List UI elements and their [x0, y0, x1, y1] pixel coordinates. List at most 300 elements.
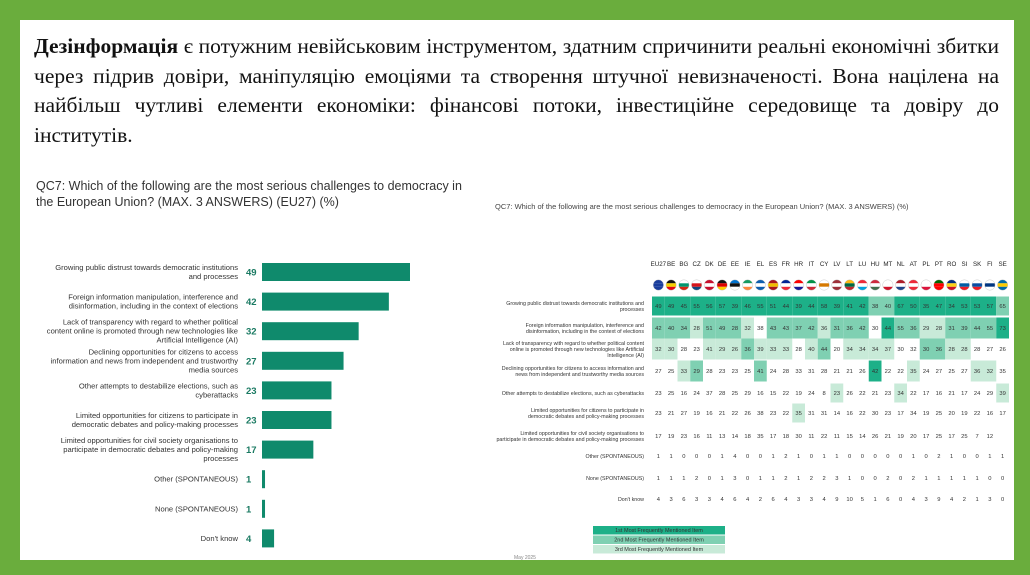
heatmap-cell-value: 11 [706, 434, 713, 440]
column-header: PT [934, 261, 943, 268]
heatmap-cell-value: 2 [695, 476, 699, 482]
heatmap-cell-value: 23 [718, 369, 726, 375]
heatmap-cell-value: 4 [822, 497, 826, 503]
column-header: HU [870, 261, 880, 268]
column-header: CY [819, 261, 829, 268]
legend-label: 3rd Most Frequently Mentioned Item [614, 547, 704, 554]
heatmap-cell-value: 22 [731, 411, 739, 417]
heatmap-cell-value: 34 [910, 411, 917, 417]
bar [262, 263, 410, 281]
heatmap-cell-value: 38 [757, 411, 764, 417]
heatmap-cell-value: 30 [795, 434, 802, 440]
heatmap-cell-value: 29 [744, 391, 751, 397]
heatmap-cell-value: 3 [669, 497, 673, 503]
heatmap-cell-value: 25 [948, 369, 955, 375]
heatmap-cell-value: 49 [655, 304, 662, 310]
heatmap-cell-value: 16 [680, 391, 688, 397]
heatmap-cell-value: 2 [809, 476, 813, 482]
heatmap-cell-value: 6 [682, 497, 686, 503]
heatmap-row-label: Declining opportunities for citizens to access information and news from independent and trustworthy media sources [501, 365, 644, 379]
heatmap-cell-value: 28 [948, 347, 955, 353]
column-header: PL [922, 261, 930, 268]
heatmap-cell-value: 32 [986, 369, 994, 375]
heatmap-cell-value: 40 [667, 326, 675, 332]
heatmap-cell-value: 49 [667, 304, 675, 310]
bar [262, 381, 331, 399]
heatmap-cell-value: 58 [820, 304, 828, 310]
heatmap-cell-value: 34 [871, 347, 879, 353]
heatmap-cell-value: 36 [973, 369, 981, 375]
heatmap-cell-value: 17 [769, 434, 777, 440]
heatmap-cell-value: 65 [999, 304, 1006, 310]
heatmap-cell-value: 26 [999, 347, 1006, 353]
heatmap-row-label: Other attempts to destabilize elections, such as cyberattacks [501, 391, 644, 397]
column-header: LU [858, 261, 867, 268]
heatmap-cell-value: 55 [897, 326, 904, 332]
heatmap-cell-value: 43 [782, 326, 790, 332]
bar-label: Don't know [200, 533, 238, 543]
heatmap-row-label: Other (SPONTANEOUS) [585, 454, 644, 460]
heatmap-cell-value: 6 [886, 497, 890, 503]
heatmap-cell-value: 44 [973, 326, 981, 332]
heatmap-cell-value: 6 [733, 497, 737, 503]
column-header: RO [946, 261, 957, 268]
heatmap-cell-value: 28 [680, 347, 688, 353]
heatmap-cell-value: 30 [897, 347, 904, 353]
heatmap-cell-value: 16 [935, 391, 943, 397]
heatmap-cell-value: 31 [808, 411, 815, 417]
heatmap-cell-value: 53 [961, 304, 968, 310]
heatmap-cell-value: 30 [667, 347, 675, 353]
heatmap-cell-value: 2 [758, 497, 762, 503]
flag-icon [819, 280, 829, 291]
heatmap-cell-value: 0 [746, 476, 750, 482]
heatmap-cell-value: 42 [871, 369, 879, 375]
bar-value-label: 27 [246, 356, 257, 368]
heatmap-cell-value: 0 [860, 454, 864, 460]
heatmap-cell-value: 22 [910, 391, 917, 397]
heatmap-cell-value: 28 [782, 369, 790, 375]
flag-icon [704, 280, 714, 291]
heatmap-cell-value: 55 [986, 326, 994, 332]
heatmap-cell-value: 22 [859, 411, 866, 417]
heatmap-cell-value: 3 [695, 497, 699, 503]
heatmap-cell-value: 0 [988, 476, 992, 482]
heatmap-cell-value: 34 [897, 391, 904, 397]
heatmap-cell-value: 49 [718, 326, 726, 332]
heatmap-cell-value: 0 [899, 454, 903, 460]
heatmap-cell-value: 21 [846, 369, 853, 375]
column-header: EE [730, 261, 740, 268]
slide [20, 20, 1014, 560]
heatmap-cell-value: 25 [667, 391, 675, 397]
heatmap-cell-value: 21 [667, 411, 675, 417]
heatmap-cell-value: 4 [656, 497, 660, 503]
heatmap-cell-value: 55 [757, 304, 764, 310]
heatmap-cell-value: 28 [706, 369, 713, 375]
heatmap-chart [494, 220, 1014, 560]
heatmap-cell-value: 40 [884, 304, 892, 310]
heatmap-cell-value: 28 [731, 326, 739, 332]
bar-value-label: 23 [246, 415, 257, 427]
heatmap-cell-value: 23 [655, 411, 662, 417]
heatmap-cell-value: 44 [808, 304, 815, 310]
flag-icon [832, 280, 842, 291]
heatmap-cell-value: 1 [937, 476, 941, 482]
heatmap-cell-value: 22 [897, 369, 904, 375]
heatmap-cell-value: 29 [693, 369, 700, 375]
heatmap-cell-value: 26 [744, 411, 751, 417]
heatmap-cell-value: 3 [988, 497, 992, 503]
column-header: AT [909, 261, 918, 268]
bar-chart [20, 220, 490, 560]
heatmap-cell-value: 0 [746, 454, 750, 460]
flag-icon [781, 280, 791, 291]
heatmap-cell-value: 23 [680, 434, 688, 440]
heatmap-cell-value: 39 [731, 304, 739, 310]
flag-icon [679, 280, 689, 291]
heatmap-cell-value: 14 [731, 434, 739, 440]
bar-label: Growing public distrust towards democratic institutions and processes [55, 263, 238, 281]
heatmap-cell-value: 2 [937, 454, 941, 460]
heatmap-cell-value: 3 [835, 476, 839, 482]
heatmap-cell-value: 40 [808, 347, 815, 353]
heatmap-cell-value: 1 [656, 476, 660, 482]
flag-icon [883, 280, 893, 291]
heatmap-cell-value: 1 [950, 476, 954, 482]
heatmap-cell-value: 53 [973, 304, 981, 310]
flag-icon [985, 280, 995, 291]
heatmap-cell-value: 0 [924, 454, 928, 460]
heatmap-cell-value: 39 [795, 304, 802, 310]
heatmap-cell-value: 14 [833, 411, 841, 417]
heatmap-cell-value: 1 [758, 476, 762, 482]
bar-value-label: 49 [246, 267, 257, 279]
heatmap-cell-value: 47 [935, 304, 943, 310]
heatmap-cell-value: 2 [784, 476, 788, 482]
heatmap-cell-value: 17 [655, 434, 662, 440]
heatmap-cell-value: 28 [718, 391, 726, 397]
heatmap-cell-value: 22 [820, 434, 828, 440]
heatmap-cell-value: 39 [961, 326, 968, 332]
bar [262, 441, 313, 459]
bar [262, 500, 265, 518]
column-header: EL [756, 261, 765, 268]
flag-icon [857, 280, 867, 291]
heatmap-cell-value: 25 [744, 369, 751, 375]
column-header: IT [808, 261, 815, 268]
heatmap-cell-value: 7 [975, 434, 979, 440]
column-header: SK [972, 261, 982, 268]
heatmap-cell-value: 35 [757, 434, 764, 440]
heatmap-cell-value: 36 [744, 347, 751, 353]
bar-label: Declining opportunities for citizens to access information and news from independent and trustworthy media sources [50, 347, 238, 375]
column-header: NL [896, 261, 905, 268]
heatmap-cell-value: 44 [782, 304, 790, 310]
column-header: ES [768, 261, 778, 268]
heatmap-cell-value: 28 [935, 326, 943, 332]
heatmap-cell-value: 1 [924, 476, 928, 482]
flag-icon [921, 280, 931, 291]
heatmap-cell-value: 4 [784, 497, 788, 503]
heatmap-cell-value: 16 [706, 411, 713, 417]
heatmap-cell-value: 22 [859, 391, 866, 397]
heatmap-cell-value: 15 [769, 391, 777, 397]
heatmap-cell-value: 4 [950, 497, 954, 503]
heatmap-cell-value: 45 [680, 304, 688, 310]
heatmap-cell-value: 5 [860, 497, 864, 503]
heatmap-cell-value: 25 [935, 411, 943, 417]
heatmap-cell-value: 6 [771, 497, 775, 503]
heatmap-cell-value: 31 [833, 326, 841, 332]
column-header: MT [883, 261, 893, 268]
heatmap-cell-value: 42 [859, 304, 866, 310]
heatmap-cell-value: 3 [809, 497, 813, 503]
heatmap-cell-value: 3 [707, 497, 711, 503]
heatmap-cell-value: 28 [820, 369, 828, 375]
flag-icon [793, 280, 803, 291]
heatmap-cell-value: 35 [910, 369, 917, 375]
heatmap-cell-value: 51 [706, 326, 713, 332]
heatmap-cell-value: 27 [986, 347, 994, 353]
legend-label: 2nd Most Frequently Mentioned Item [614, 537, 704, 544]
flag-icon [972, 280, 982, 291]
heatmap-cell-value: 25 [961, 434, 968, 440]
heatmap-cell-value: 1 [669, 454, 673, 460]
flag-icon [755, 280, 765, 291]
flag-icon [959, 280, 969, 291]
column-header: BE [666, 261, 676, 268]
heatmap-cell-value: 0 [873, 476, 877, 482]
column-header: LV [833, 261, 841, 268]
heatmap-cell-value: 17 [999, 411, 1006, 417]
heatmap-cell-value: 1 [962, 476, 966, 482]
heatmap-cell-value: 73 [999, 326, 1006, 332]
heatmap-cell-value: 0 [899, 476, 903, 482]
heatmap-cell-value: 1 [822, 454, 826, 460]
heatmap-cell-value: 25 [731, 391, 739, 397]
column-header: SE [998, 261, 1007, 268]
heatmap-cell-value: 16 [693, 434, 700, 440]
heatmap-cell-value: 23 [884, 411, 892, 417]
flag-icon [844, 280, 854, 291]
bar-label: Limited opportunities for civil society organisations to participate in democratic debates and policy-making processes [60, 436, 238, 464]
heatmap-cell-value: 9 [937, 497, 941, 503]
heatmap-cell-value: 46 [744, 304, 751, 310]
heatmap-cell-value: 18 [782, 434, 790, 440]
heatmap-cell-value: 41 [706, 347, 713, 353]
heatmap-cell-value: 41 [846, 304, 853, 310]
heatmap-cell-value: 36 [910, 326, 917, 332]
heatmap-cell-value: 1 [848, 476, 852, 482]
bar-value-label: 42 [246, 297, 257, 309]
heatmap-cell-value: 1 [720, 476, 724, 482]
heatmap-cell-value: 0 [1001, 497, 1005, 503]
flag-icon [768, 280, 778, 291]
heatmap-cell-value: 38 [757, 326, 764, 332]
heatmap-cell-value: 1 [975, 497, 979, 503]
heatmap-cell-value: 15 [846, 434, 853, 440]
bar-chart-title: QC7: Which of the following are the most serious challenges to democracy in the European Union? (MAX. 3 ANSWERS) (EU27) (%) [36, 179, 462, 209]
heatmap-cell-value: 4 [746, 497, 750, 503]
heatmap-cell-value: 26 [859, 369, 866, 375]
heatmap-cell-value: 1 [975, 476, 979, 482]
heatmap-cell-value: 19 [795, 391, 802, 397]
heatmap-cell-value: 24 [769, 369, 777, 375]
heatmap-cell-value: 16 [846, 411, 853, 417]
heatmap-cell-value: 26 [871, 434, 879, 440]
bar [262, 529, 274, 547]
flag-icon [691, 280, 701, 291]
bar-label: Foreign information manipulation, interference and disinformation, including in the context of elections [68, 292, 238, 311]
heatmap-cell-value: 34 [680, 326, 688, 332]
intro-text: є потужним невійськовим інструментом, здатним спричинити реальні економічні збитки через підрив довіри, маніпуляцію емоціями та створення штучної невизначеності. Вона націлена на найбільш чутливі елементи економіки: фінансові потоки, інвестиційне середовище та довіру до інститутів. [34, 34, 999, 147]
heatmap-cell-value: 33 [680, 369, 688, 375]
heatmap-cell-value: 30 [871, 411, 879, 417]
bar [262, 411, 331, 429]
heatmap-cell-value: 11 [808, 434, 815, 440]
heatmap-cell-value: 0 [975, 454, 979, 460]
heatmap-cell-value: 22 [884, 369, 892, 375]
heatmap-cell-value: 10 [846, 497, 853, 503]
bar-value-label: 1 [246, 504, 252, 516]
heatmap-cell-value: 26 [731, 347, 739, 353]
heatmap-cell-value: 24 [973, 391, 981, 397]
heatmap-cell-value: 1 [669, 476, 673, 482]
heatmap-cell-value: 31 [948, 326, 955, 332]
heatmap-cell-value: 57 [986, 304, 994, 310]
heatmap-cell-value: 23 [833, 391, 841, 397]
heatmap-cell-value: 3 [924, 497, 928, 503]
flag-icon [934, 280, 944, 291]
bar-value-label: 17 [246, 445, 257, 457]
heatmap-cell-value: 1 [797, 476, 801, 482]
heatmap-row-label: Growing public distrust towards democratic institutions and processes [506, 300, 644, 314]
heatmap-cell-value: 11 [833, 434, 840, 440]
bar-label: Limited opportunities for citizens to participate in democratic debates and policy-making processes [71, 411, 238, 429]
column-header: HR [794, 261, 804, 268]
heatmap-cell-value: 1 [771, 454, 775, 460]
heatmap-cell-value: 3 [797, 497, 801, 503]
heatmap-cell-value: 19 [922, 411, 930, 417]
column-header: DK [705, 261, 714, 268]
heatmap-cell-value: 37 [884, 347, 892, 353]
bar [262, 322, 359, 340]
bar-value-label: 32 [246, 326, 257, 338]
heatmap-row-label: None (SPONTANEOUS) [586, 476, 644, 482]
heatmap-cell-value: 28 [693, 326, 700, 332]
column-header: SI [961, 261, 968, 268]
flag-icon [908, 280, 918, 291]
heatmap-cell-value: 0 [809, 454, 813, 460]
heatmap-cell-value: 29 [986, 391, 994, 397]
heatmap-cell-value: 12 [986, 434, 994, 440]
heatmap-cell-value: 1 [1001, 454, 1005, 460]
heatmap-cell-value: 31 [820, 411, 828, 417]
heatmap-cell-value: 23 [693, 347, 700, 353]
heatmap-cell-value: 42 [859, 326, 866, 332]
heatmap-cell-value: 20 [910, 434, 917, 440]
heatmap-cell-value: 0 [848, 454, 852, 460]
heatmap-cell-value: 28 [973, 347, 981, 353]
heatmap-cell-value: 19 [897, 434, 904, 440]
bar [262, 352, 344, 370]
heatmap-cell-value: 2 [911, 476, 915, 482]
heatmap-cell-value: 1 [835, 454, 839, 460]
heatmap-cell-value: 14 [859, 434, 866, 440]
bar-label: None (SPONTANEOUS) [155, 504, 238, 514]
heatmap-cell-value: 34 [948, 304, 955, 310]
heatmap-cell-value: 16 [986, 411, 994, 417]
heatmap-cell-value: 0 [758, 454, 762, 460]
bar-value-label: 4 [246, 533, 252, 545]
heatmap-cell-value: 22 [782, 391, 790, 397]
heatmap-cell-value: 2 [962, 497, 966, 503]
heatmap-cell-value: 2 [886, 476, 890, 482]
bar [262, 293, 389, 311]
heatmap-cell-value: 24 [808, 391, 815, 397]
heatmap-cell-value: 18 [744, 434, 751, 440]
intro-paragraph [34, 32, 999, 150]
heatmap-cell-value: 0 [682, 454, 686, 460]
heatmap-cell-value: 13 [718, 434, 726, 440]
heatmap-cell-value: 28 [795, 347, 802, 353]
flag-icon [870, 280, 880, 291]
column-header: LT [846, 261, 854, 268]
heatmap-cell-value: 26 [846, 391, 853, 397]
heatmap-cell-value: 27 [961, 369, 968, 375]
heatmap-cell-value: 0 [1001, 476, 1005, 482]
heatmap-cell-value: 1 [797, 454, 801, 460]
heatmap-cell-value: 27 [655, 369, 662, 375]
heatmap-cell-value: 39 [757, 347, 764, 353]
heatmap-cell-value: 28 [961, 347, 968, 353]
heatmap-cell-value: 0 [886, 454, 890, 460]
heatmap-cell-value: 1 [771, 476, 775, 482]
heatmap-cell-value: 32 [910, 347, 917, 353]
heatmap-cell-value: 36 [935, 347, 943, 353]
heatmap-cell-value: 67 [897, 304, 904, 310]
heatmap-cell-value: 1 [950, 454, 954, 460]
heatmap-cell-value: 25 [667, 369, 675, 375]
heatmap-cell-value: 24 [922, 369, 930, 375]
heatmap-cell-value: 51 [769, 304, 777, 310]
heatmap-row-label: Limited opportunities for citizens to participate in democratic debates and policy-making processes [527, 407, 644, 421]
heatmap-footnote: May 2025 [514, 555, 536, 560]
flag-icon [997, 280, 1007, 291]
heatmap-cell-value: 22 [782, 411, 790, 417]
column-header: FR [781, 261, 790, 268]
bar [262, 470, 265, 488]
heatmap-cell-value: 1 [682, 476, 686, 482]
heatmap-cell-value: 56 [706, 304, 713, 310]
heatmap-cell-value: 37 [706, 391, 713, 397]
heatmap-cell-value: 33 [795, 369, 802, 375]
bar-label: Lack of transparency with regard to whether political content online is promoted through new technologies like Artificial Intelligence (AI) [46, 317, 238, 345]
heatmap-row-label: Don't know [617, 497, 644, 503]
heatmap-cell-value: 0 [860, 476, 864, 482]
heatmap-cell-value: 17 [897, 411, 904, 417]
heatmap-cell-value: 20 [833, 347, 841, 353]
column-header: FI [987, 261, 993, 268]
heatmap-cell-value: 16 [757, 391, 764, 397]
heatmap-cell-value: 32 [655, 347, 662, 353]
heatmap-cell-value: 44 [884, 326, 892, 332]
legend-label: 1st Most Frequently Mentioned Item [615, 528, 703, 535]
heatmap-cell-value: 42 [655, 326, 662, 332]
heatmap-cell-value: 21 [833, 369, 841, 375]
heatmap-cell-value: 20 [948, 411, 955, 417]
